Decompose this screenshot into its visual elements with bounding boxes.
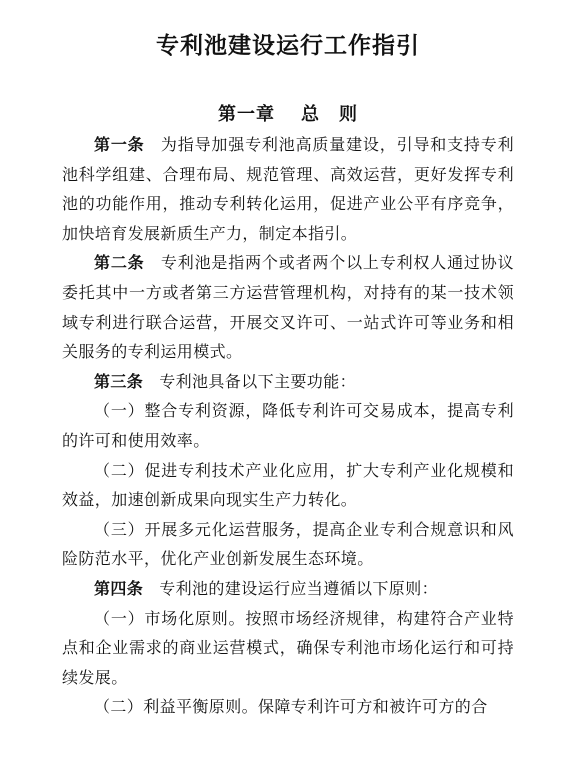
- chapter-number: 第一章: [218, 104, 275, 125]
- article-4: [62, 574, 514, 604]
- article-1: [62, 130, 514, 248]
- chapter-heading: [62, 100, 514, 130]
- article-3: [62, 367, 514, 397]
- article-3-item-2: （二）促进专利技术产业化应用，扩大专利产业化规模和效益，加速创新成果向现实生产力转化。: [62, 460, 514, 510]
- article-text: 专利池具备以下主要功能：: [159, 371, 357, 391]
- article-4-item-2: （二）利益平衡原则。保障专利许可方和被许可方的合: [94, 697, 488, 717]
- article-label: 第三条: [94, 371, 144, 391]
- article-3-item-1: （一）整合专利资源，降低专利许可交易成本，提高专利的许可和使用效率。: [62, 401, 514, 450]
- article-text: 为指导加强专利池高质量建设，引导和支持专利池科学组建、合理布局、规范管理、高效运营，更好发挥专利池的功能作用，推动专利转化运用，促进产业公平有序竞争，加快培育发展新质生产力，制定本指引。: [62, 135, 514, 243]
- document-body: [62, 130, 514, 722]
- article-text: 专利池是指两个或者两个以上专利权人通过协议委托其中一方或者第三方运营管理机构，对持有的某一技术领域专利进行联合运营，开展交叉许可、一站式许可等业务和相关服务的专利运用模式。: [62, 253, 514, 362]
- document-title: 专利池建设运行工作指引: [156, 33, 420, 59]
- article-2: [62, 248, 514, 366]
- article-label: 第一条: [94, 135, 145, 154]
- chapter-name: 总 则: [301, 104, 358, 125]
- article-label: 第二条: [94, 253, 145, 273]
- article-4-item-1: （一）市场化原则。按照市场经济规律，构建符合产业特点和企业需求的商业运营模式，确保专利池市场化运行和可持续发展。: [62, 608, 514, 687]
- article-3-item-3: （三）开展多元化运营服务，提高企业专利合规意识和风险防范水平，优化产业创新发展生态环境。: [62, 519, 514, 569]
- article-text: 专利池的建设运行应当遵循以下原则：: [159, 578, 439, 598]
- article-label: 第四条: [94, 578, 144, 598]
